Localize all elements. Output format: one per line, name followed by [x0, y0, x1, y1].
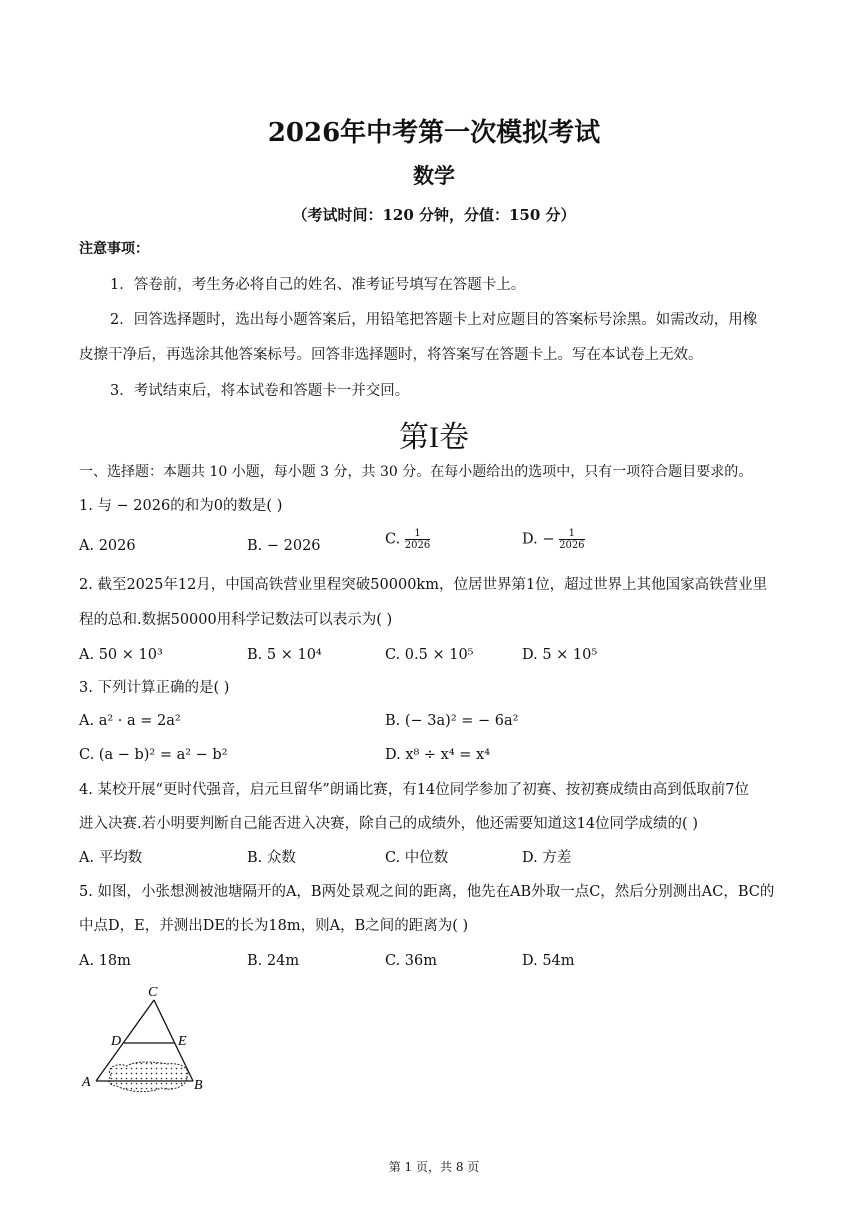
q5-option-b: B. 24m — [247, 953, 300, 969]
q3-stem: 3. 下列计算正确的是( ) — [79, 680, 230, 696]
page-footer: 第 1 页，共 8 页 — [388, 1160, 480, 1174]
exam-title: 2026年中考第一次模拟考试 — [267, 118, 601, 148]
q4-stem-line-2: 进入决赛.若小明要判断自己能否进入决赛，除自己的成绩外，他还需要知道这14位同学成绩的( ) — [79, 816, 698, 832]
q1-option-a: A. 2026 — [79, 538, 136, 554]
q1-option-c-label: C. — [385, 531, 401, 548]
q5-option-c: C. 36m — [385, 953, 437, 969]
q5-option-d: D. 54m — [522, 953, 575, 969]
q4-option-b: B. 众数 — [247, 850, 296, 866]
q1-option-c — [385, 528, 430, 551]
q2-stem-line-2: 程的总和.数据50000用科学记数法可以表示为( ) — [79, 612, 393, 628]
q1-option-d-label: D. − — [522, 531, 555, 548]
label-c: C — [148, 985, 158, 1000]
note-3: 3．考试结束后，将本试卷和答题卡一并交回。 — [110, 383, 410, 399]
q3-option-c: C. (a − b)² = a² − b² — [79, 747, 228, 763]
label-e: E — [178, 1034, 187, 1049]
pond-shape — [109, 1062, 188, 1092]
q1-option-d-fraction — [559, 528, 584, 551]
q4-option-a: A. 平均数 — [79, 850, 143, 866]
q2-stem-line-1: 2. 截至2025年12月，中国高铁营业里程突破50000km，位居世界第1位，超过世界上其他国家高铁营业里 — [79, 577, 768, 593]
q5-stem-line-1: 5. 如图，小张想测被池塘隔开的A，B两处景观之间的距离，他先在AB外取一点C，然后分别测出AC，BC的 — [79, 884, 775, 900]
q2-option-d: D. 5 × 10⁵ — [522, 647, 598, 663]
q2-option-a: A. 50 × 10³ — [79, 647, 163, 663]
notes-title: 注意事项： — [79, 241, 149, 257]
q3-option-a: A. a² · a = 2a² — [79, 713, 181, 729]
q5-option-a: A. 18m — [79, 953, 131, 969]
q1-c-numerator: 1 — [405, 528, 430, 540]
label-b: B — [194, 1078, 203, 1093]
label-d: D — [111, 1034, 122, 1049]
triangle-pond-figure — [75, 982, 215, 1094]
q4-stem-line-1: 4. 某校开展“更时代强音，启元旦留华”朗诵比赛，有14位同学参加了初赛、按初赛成绩由高到低取前7位 — [79, 782, 749, 798]
q1-d-numerator: 1 — [559, 528, 584, 540]
note-1: 1．答卷前，考生务必将自己的姓名、准考证号填写在答题卡上。 — [110, 277, 526, 293]
note-2-line-1: 2．回答选择题时，选出每小题答案后，用铅笔把答题卡上对应题目的答案标号涂黑。如需改动，用橡 — [110, 312, 758, 328]
q5-stem-line-2: 中点D，E，并测出DE的长为18m，则A，B之间的距离为( ) — [79, 918, 469, 934]
q1-d-denominator: 2026 — [559, 540, 585, 551]
note-2-line-2: 皮擦干净后，再选涂其他答案标号。回答非选择题时，将答案写在答题卡上。写在本试卷上无效。 — [79, 347, 703, 363]
label-a: A — [82, 1075, 91, 1090]
q1-option-c-fraction — [405, 528, 430, 551]
q3-option-b: B. (− 3a)² = − 6a² — [385, 713, 519, 729]
q3-option-d: D. x⁸ ÷ x⁴ = x⁴ — [385, 747, 491, 763]
part1-intro: 一、选择题：本题共 10 小题，每小题 3 分，共 30 分。在每小题给出的选项中，只有一项符合题目要求的。 — [79, 464, 753, 480]
section-title: 第I卷 — [399, 421, 469, 454]
q4-option-d: D. 方差 — [522, 850, 572, 866]
exam-info: （考试时间：120 分钟，分值：150 分） — [292, 206, 576, 224]
subject-title: 数学 — [413, 163, 455, 188]
q1-c-denominator: 2026 — [404, 540, 431, 551]
q2-option-b: B. 5 × 10⁴ — [247, 647, 322, 663]
q1-option-b: B. − 2026 — [247, 538, 321, 554]
q1-option-d — [522, 528, 585, 551]
q1-stem: 1. 与 − 2026的和为0的数是( ) — [79, 498, 283, 514]
q4-option-c: C. 中位数 — [385, 850, 449, 866]
q2-option-c: C. 0.5 × 10⁵ — [385, 647, 474, 663]
